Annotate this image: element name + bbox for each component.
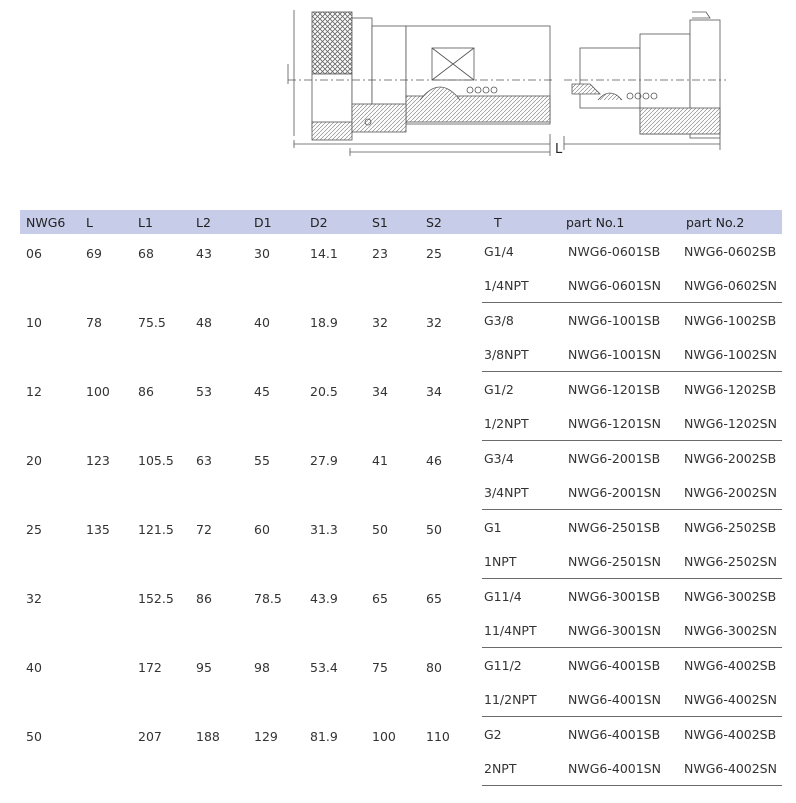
cell-s2: 65 bbox=[426, 590, 442, 606]
cell-part-no-2: NWG6-2502SB bbox=[684, 519, 777, 535]
header-s1: S1 bbox=[366, 210, 420, 234]
cell-thread: 3/8NPT bbox=[482, 337, 562, 372]
cell-part-no-2: NWG6-2502SN bbox=[678, 544, 782, 579]
cell-l: 123 bbox=[86, 452, 110, 468]
cell-part-no-1: NWG6-2001SB bbox=[568, 450, 661, 466]
header-l: L bbox=[80, 210, 132, 234]
cell-part-no-2: NWG6-2002SB bbox=[684, 450, 777, 466]
cell-thread: G11/4 bbox=[484, 588, 522, 604]
header-d2: D2 bbox=[304, 210, 366, 234]
cell-part-no-1: NWG6-2501SN bbox=[562, 544, 678, 579]
cell-d1: 98 bbox=[254, 659, 270, 675]
cell-thread: G1/4 bbox=[484, 243, 514, 259]
cell-d2: 14.1 bbox=[310, 246, 338, 261]
cell-part-no-2: NWG6-1002SB bbox=[684, 312, 777, 328]
cell-part-no-1: NWG6-1201SN bbox=[562, 406, 678, 441]
cell-size: 12 bbox=[26, 383, 42, 399]
cell-thread: G3/4 bbox=[484, 450, 514, 466]
cell-l1: 121.5 bbox=[138, 521, 174, 537]
cell-s2: 34 bbox=[426, 383, 442, 399]
cell-part-no-1: NWG6-0601SN bbox=[562, 268, 678, 303]
cell-l2: 188 bbox=[196, 728, 220, 744]
cell-part-no-2: NWG6-4002SN bbox=[678, 751, 782, 786]
cell-l: 100 bbox=[86, 383, 110, 399]
cell-thread: G11/2 bbox=[484, 657, 522, 673]
cell-l2: 63 bbox=[196, 452, 212, 468]
cell-d1: 55 bbox=[254, 452, 270, 468]
cell-l1: 152.5 bbox=[138, 590, 174, 606]
cell-part-no-1: NWG6-0601SB bbox=[568, 243, 661, 259]
cell-l2: 43 bbox=[196, 246, 212, 261]
cell-s1: 100 bbox=[372, 728, 396, 744]
table-row bbox=[20, 579, 782, 614]
cell-thread: 11/4NPT bbox=[482, 613, 562, 648]
cell-part-no-1: NWG6-1001SB bbox=[568, 312, 661, 328]
cell-thread: 1/4NPT bbox=[482, 268, 562, 303]
cell-s1: 34 bbox=[372, 383, 388, 399]
cell-l2: 86 bbox=[196, 590, 212, 606]
cell-l: 78 bbox=[86, 314, 102, 330]
header-part-no-2: part No.2 bbox=[678, 210, 782, 234]
cell-l1: 68 bbox=[138, 246, 154, 261]
cell-size: 06 bbox=[26, 246, 42, 261]
cell-l bbox=[80, 648, 132, 717]
cell-l2: 72 bbox=[196, 521, 212, 537]
cell-d2: 53.4 bbox=[310, 659, 338, 675]
header-l2: L2 bbox=[190, 210, 248, 234]
header-size: NWG6 bbox=[20, 210, 80, 234]
table-row bbox=[20, 648, 782, 683]
cell-d2: 20.5 bbox=[310, 383, 338, 399]
cell-size: 50 bbox=[26, 728, 42, 744]
cell-part-no-2: NWG6-2002SN bbox=[678, 475, 782, 510]
cell-d2: 81.9 bbox=[310, 728, 338, 744]
cell-l2: 48 bbox=[196, 314, 212, 330]
cell-part-no-2: NWG6-4002SB bbox=[684, 726, 777, 742]
cell-part-no-2: NWG6-4002SB bbox=[684, 657, 777, 673]
cell-size: 25 bbox=[26, 521, 42, 537]
cell-d1: 60 bbox=[254, 521, 270, 537]
table-header-row bbox=[20, 210, 782, 234]
table-row bbox=[20, 717, 782, 752]
table-row bbox=[20, 510, 782, 545]
cell-part-no-2: NWG6-1202SN bbox=[678, 406, 782, 441]
cell-s1: 75 bbox=[372, 659, 388, 675]
cell-s2: 32 bbox=[426, 314, 442, 330]
header-part-no-1: part No.1 bbox=[562, 210, 678, 234]
cell-s2: 50 bbox=[426, 521, 442, 537]
cell-d1: 40 bbox=[254, 314, 270, 330]
cell-d1: 129 bbox=[254, 728, 278, 744]
cell-thread: G1/2 bbox=[484, 381, 514, 397]
table-row bbox=[20, 234, 782, 268]
header-s2: S2 bbox=[420, 210, 482, 234]
cell-part-no-1: NWG6-2501SB bbox=[568, 519, 661, 535]
cell-l: 69 bbox=[86, 246, 102, 261]
header-t: T bbox=[482, 210, 562, 234]
cell-s2: 80 bbox=[426, 659, 442, 675]
cell-l1: 207 bbox=[138, 728, 162, 744]
cell-part-no-2: NWG6-3002SN bbox=[678, 613, 782, 648]
table-row bbox=[20, 372, 782, 407]
cell-d2: 27.9 bbox=[310, 452, 338, 468]
cell-part-no-1: NWG6-4001SN bbox=[562, 751, 678, 786]
cell-thread: G3/8 bbox=[484, 312, 514, 328]
cell-l1: 172 bbox=[138, 659, 162, 675]
specification-table bbox=[20, 210, 782, 786]
cell-part-no-1: NWG6-4001SB bbox=[568, 657, 661, 673]
header-d1: D1 bbox=[248, 210, 304, 234]
coupling-technical-drawing bbox=[280, 4, 730, 164]
cell-part-no-1: NWG6-3001SN bbox=[562, 613, 678, 648]
cell-thread: 1/2NPT bbox=[482, 406, 562, 441]
cell-l2: 95 bbox=[196, 659, 212, 675]
cell-d1: 30 bbox=[254, 246, 270, 261]
cell-l bbox=[80, 717, 132, 786]
cell-s1: 32 bbox=[372, 314, 388, 330]
table-row bbox=[20, 303, 782, 338]
cell-l1: 75.5 bbox=[138, 314, 166, 330]
table-row bbox=[20, 441, 782, 476]
cell-thread: G1 bbox=[484, 519, 502, 535]
cell-part-no-1: NWG6-1001SN bbox=[562, 337, 678, 372]
cell-l1: 105.5 bbox=[138, 452, 174, 468]
cell-part-no-1: NWG6-3001SB bbox=[568, 588, 661, 604]
cell-size: 32 bbox=[26, 590, 42, 606]
cell-l bbox=[80, 579, 132, 648]
cell-thread: 1NPT bbox=[482, 544, 562, 579]
cell-s2: 25 bbox=[426, 246, 442, 261]
cell-part-no-1: NWG6-2001SN bbox=[562, 475, 678, 510]
cell-part-no-2: NWG6-1202SB bbox=[684, 381, 777, 397]
cell-part-no-2: NWG6-1002SN bbox=[678, 337, 782, 372]
cell-l2: 53 bbox=[196, 383, 212, 399]
cell-part-no-1: NWG6-1201SB bbox=[568, 381, 661, 397]
cell-size: 20 bbox=[26, 452, 42, 468]
cell-d1: 78.5 bbox=[254, 590, 282, 606]
cell-part-no-1: NWG6-4001SN bbox=[562, 682, 678, 717]
cell-thread: 3/4NPT bbox=[482, 475, 562, 510]
cell-part-no-2: NWG6-3002SB bbox=[684, 588, 777, 604]
dimension-label-l: L bbox=[555, 142, 563, 157]
cell-s1: 50 bbox=[372, 521, 388, 537]
cell-d2: 43.9 bbox=[310, 590, 338, 606]
cell-l1: 86 bbox=[138, 383, 154, 399]
cell-l: 135 bbox=[86, 521, 110, 537]
header-l1: L1 bbox=[132, 210, 190, 234]
cell-size: 10 bbox=[26, 314, 42, 330]
cell-s2: 110 bbox=[426, 728, 450, 744]
cell-thread: 11/2NPT bbox=[482, 682, 562, 717]
cell-thread: 2NPT bbox=[482, 751, 562, 786]
cell-part-no-1: NWG6-4001SB bbox=[568, 726, 661, 742]
cell-s2: 46 bbox=[426, 452, 442, 468]
cell-s1: 23 bbox=[372, 246, 388, 261]
cell-d2: 18.9 bbox=[310, 314, 338, 330]
cell-s1: 41 bbox=[372, 452, 388, 468]
cell-part-no-2: NWG6-0602SB bbox=[684, 243, 777, 259]
cell-thread: G2 bbox=[484, 726, 502, 742]
cell-d2: 31.3 bbox=[310, 521, 338, 537]
cell-s1: 65 bbox=[372, 590, 388, 606]
cell-size: 40 bbox=[26, 659, 42, 675]
cell-part-no-2: NWG6-4002SN bbox=[678, 682, 782, 717]
cell-part-no-2: NWG6-0602SN bbox=[678, 268, 782, 303]
cell-d1: 45 bbox=[254, 383, 270, 399]
